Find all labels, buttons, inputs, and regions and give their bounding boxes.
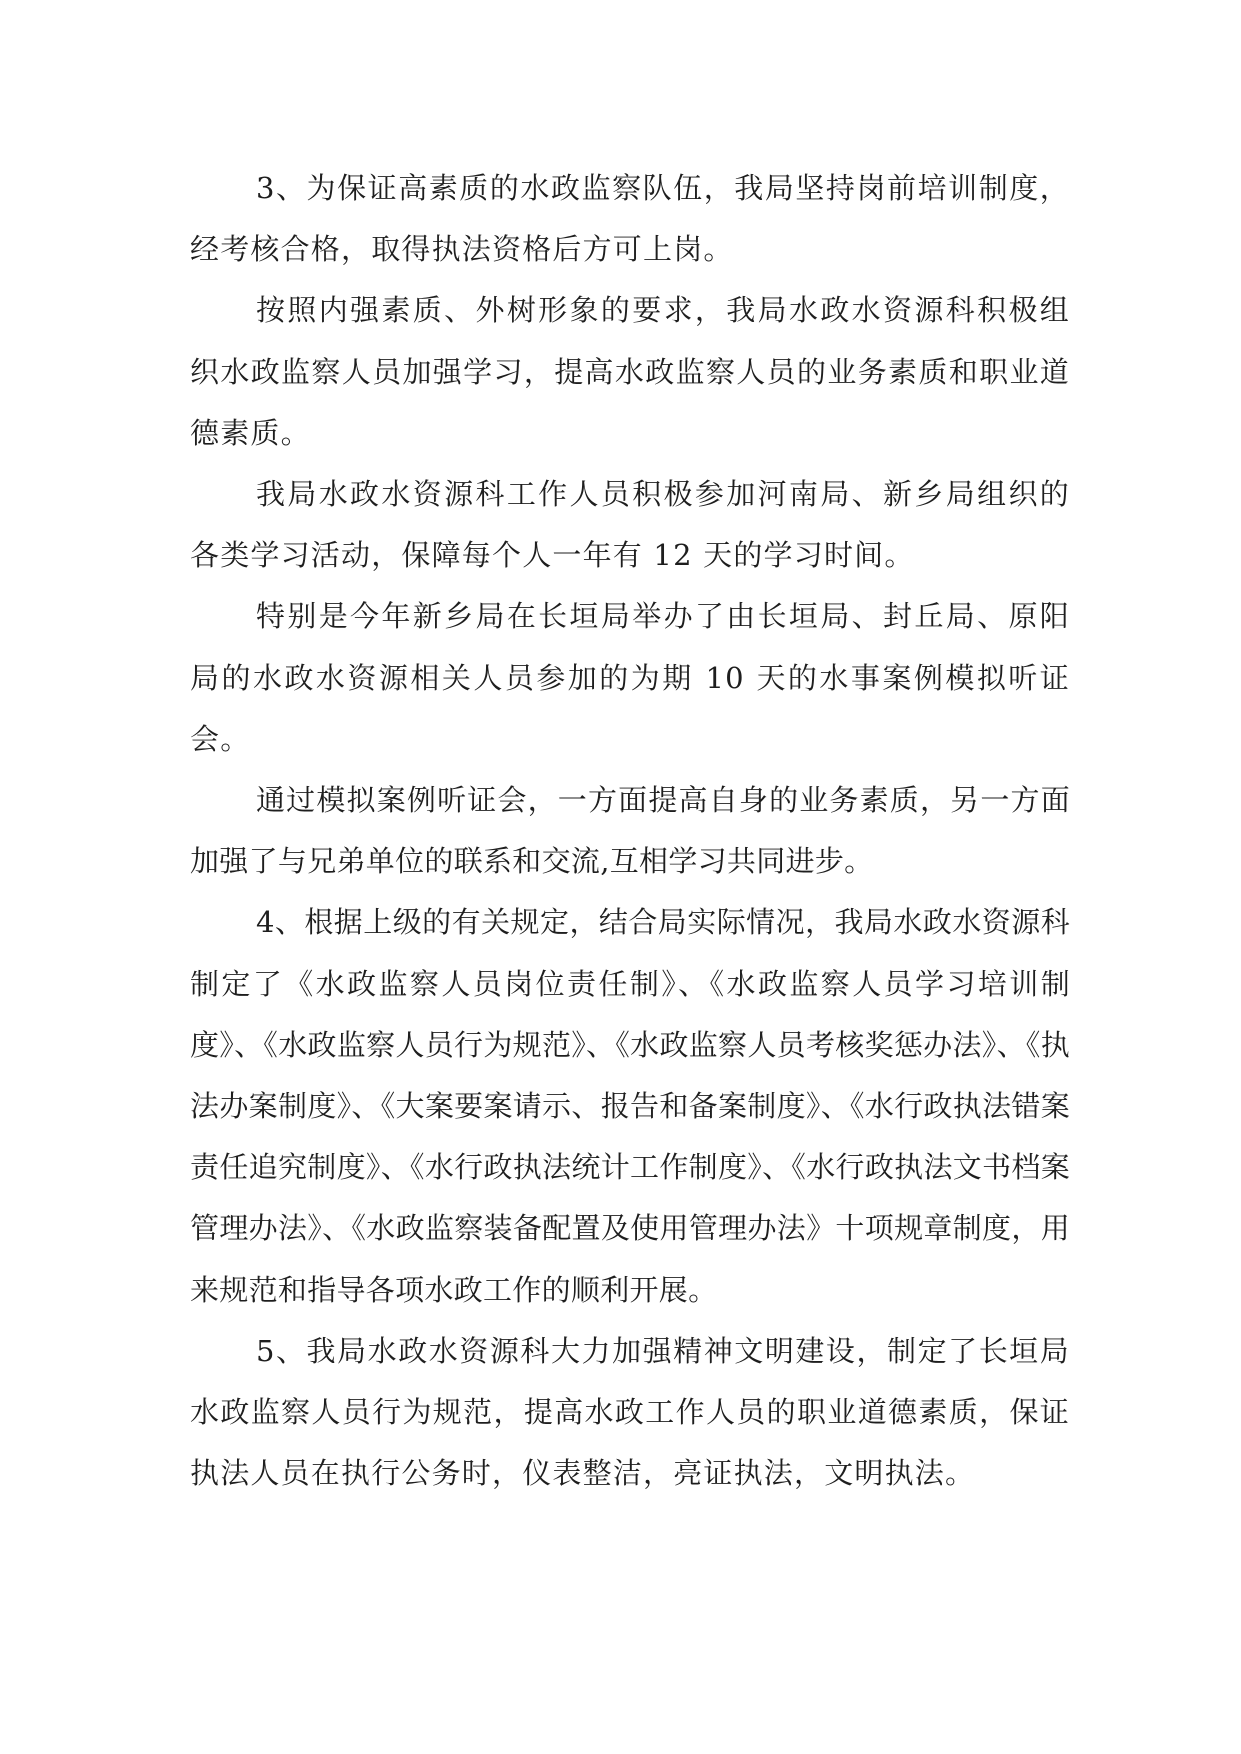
document-body	[190, 158, 1070, 1504]
paragraph-5: 通过模拟案例听证会，一方面提高自身的业务素质，另一方面加强了与兄弟单位的联系和交流,互相学习共同进步。	[190, 783, 1070, 879]
paragraph-7: 5、我局水政水资源科大力加强精神文明建设，制定了长垣局水政监察人员行为规范，提高水政工作人员的职业道德素质，保证执法人员在执行公务时，仪表整洁，亮证执法，文明执法。	[190, 1333, 1070, 1491]
paragraph-3: 我局水政水资源科工作人员积极参加河南局、新乡局组织的各类学习活动，保障每个人一年有 12 天的学习时间。	[190, 477, 1070, 573]
paragraph-6: 4、根据上级的有关规定，结合局实际情况，我局水政水资源科制定了《水政监察人员岗位责任制》、《水政监察人员学习培训制度》、《水政监察人员行为规范》、《水政监察人员考核奖惩办法》、《执法办案制度》、《大案要案请示、报告和备案制度》、《水行政执法错案责任追究制度》、《水行政执法统计工作制度》、《水行政执法文书档案管理办法》、《水政监察装备配置及使用管理办法》十项规章制度，用来规范和指导各项水政工作的顺利开展。	[190, 905, 1070, 1307]
paragraph-2: 按照内强素质、外树形象的要求，我局水政水资源科积极组织水政监察人员加强学习，提高水政监察人员的业务素质和职业道德素质。	[190, 293, 1070, 450]
paragraph-1: 3、为保证高素质的水政监察队伍，我局坚持岗前培训制度，经考核合格，取得执法资格后方可上岗。	[190, 171, 1070, 267]
paragraph-4: 特别是今年新乡局在长垣局举办了由长垣局、封丘局、原阳局的水政水资源相关人员参加的为期 10 天的水事案例模拟听证会。	[190, 599, 1070, 756]
